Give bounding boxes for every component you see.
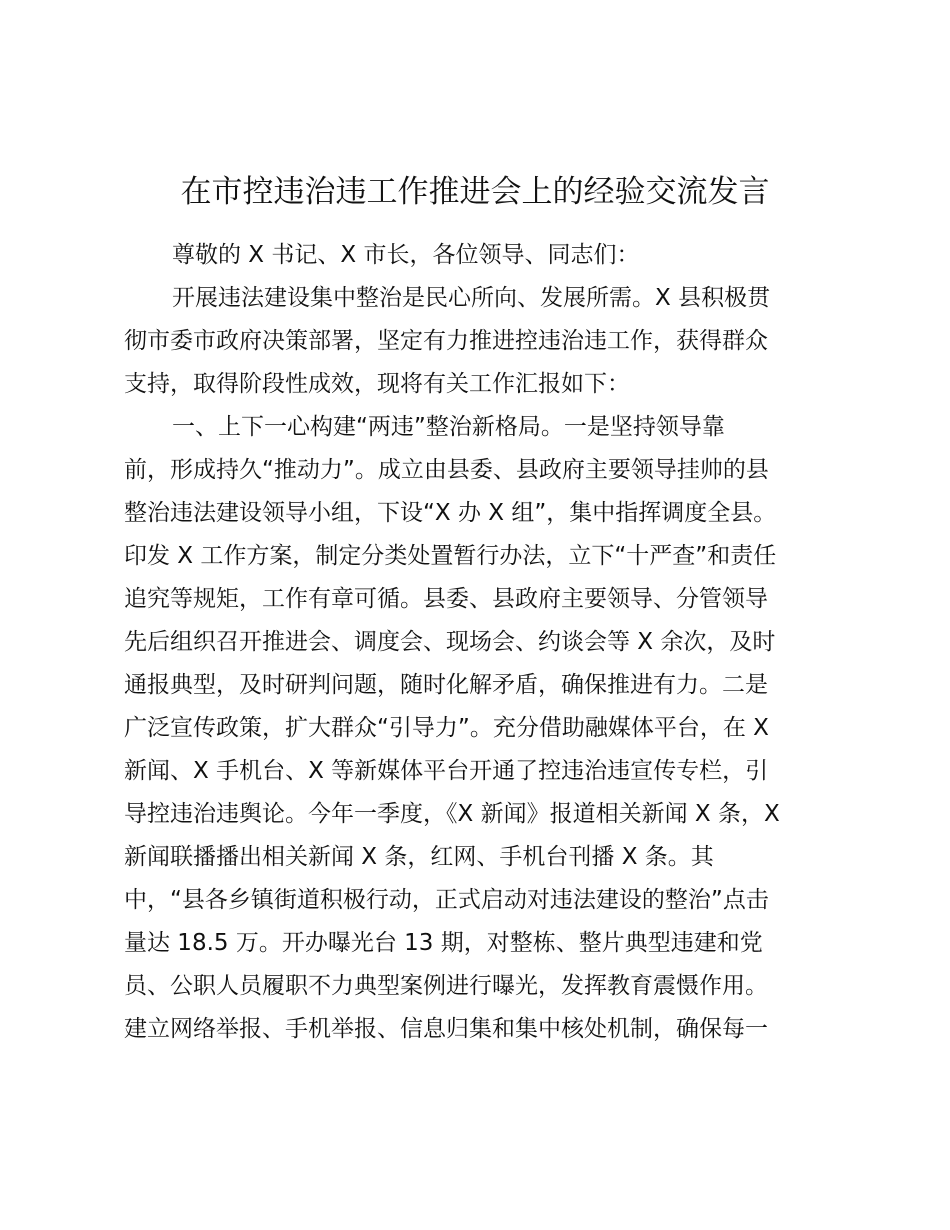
- paragraph-line: 导控违治违舆论。今年一季度，《X 新闻》报道相关新闻 X 条，X: [124, 801, 780, 827]
- paragraph-line: 通报典型，及时研判问题，随时化解矛盾，确保推进有力。二是: [124, 672, 768, 698]
- paragraph-line: 中，“县各乡镇街道积极行动，正式启动对违法建设的整治”点击: [124, 887, 769, 913]
- paragraph-line: 支持，取得阶段性成效，现将有关工作汇报如下：: [124, 371, 630, 397]
- paragraph-line: 印发 X 工作方案，制定分类处置暂行办法，立下“十严查”和责任: [124, 543, 777, 569]
- paragraph-line: 新闻、X 手机台、X 等新媒体平台开通了控违治违宣传专栏，引: [124, 758, 769, 784]
- paragraph-line: 量达 18.5 万。开办曝光台 13 期，对整栋、整片典型违建和党: [124, 930, 763, 956]
- paragraph-line: 开展违法建设集中整治是民心所向、发展所需。X 县积极贯: [172, 285, 771, 311]
- paragraph-line: 追究等规矩，工作有章可循。县委、县政府主要领导、分管领导: [124, 586, 768, 612]
- paragraph-line: 建立网络举报、手机举报、信息归集和集中核处机制，确保每一: [124, 1016, 768, 1042]
- paragraph-line: 广泛宣传政策，扩大群众“引导力”。充分借助融媒体平台，在 X: [124, 715, 769, 741]
- document-title: 在市控违治违工作推进会上的经验交流发言: [180, 174, 770, 210]
- paragraph-line: 员、公职人员履职不力典型案例进行曝光，发挥教育震慑作用。: [124, 973, 768, 999]
- salutation-line: 尊敬的 X 书记、X 市长，各位领导、同志们：: [172, 242, 640, 268]
- paragraph-line: 先后组织召开推进会、调度会、现场会、约谈会等 X 余次，及时: [124, 629, 776, 655]
- paragraph-line: 整治违法建设领导小组，下设“X 办 X 组”，集中指挥调度全县。: [124, 500, 777, 526]
- paragraph-line: 新闻联播播出相关新闻 X 条，红网、手机台刊播 X 条。其: [124, 844, 714, 870]
- section-heading-line: 一、上下一心构建“两违”整治新格局。一是坚持领导靠: [172, 414, 725, 440]
- paragraph-line: 前，形成持久“推动力”。成立由县委、县政府主要领导挂帅的县: [124, 457, 769, 483]
- paragraph-line: 彻市委市政府决策部署，坚定有力推进控违治违工作，获得群众: [124, 328, 768, 354]
